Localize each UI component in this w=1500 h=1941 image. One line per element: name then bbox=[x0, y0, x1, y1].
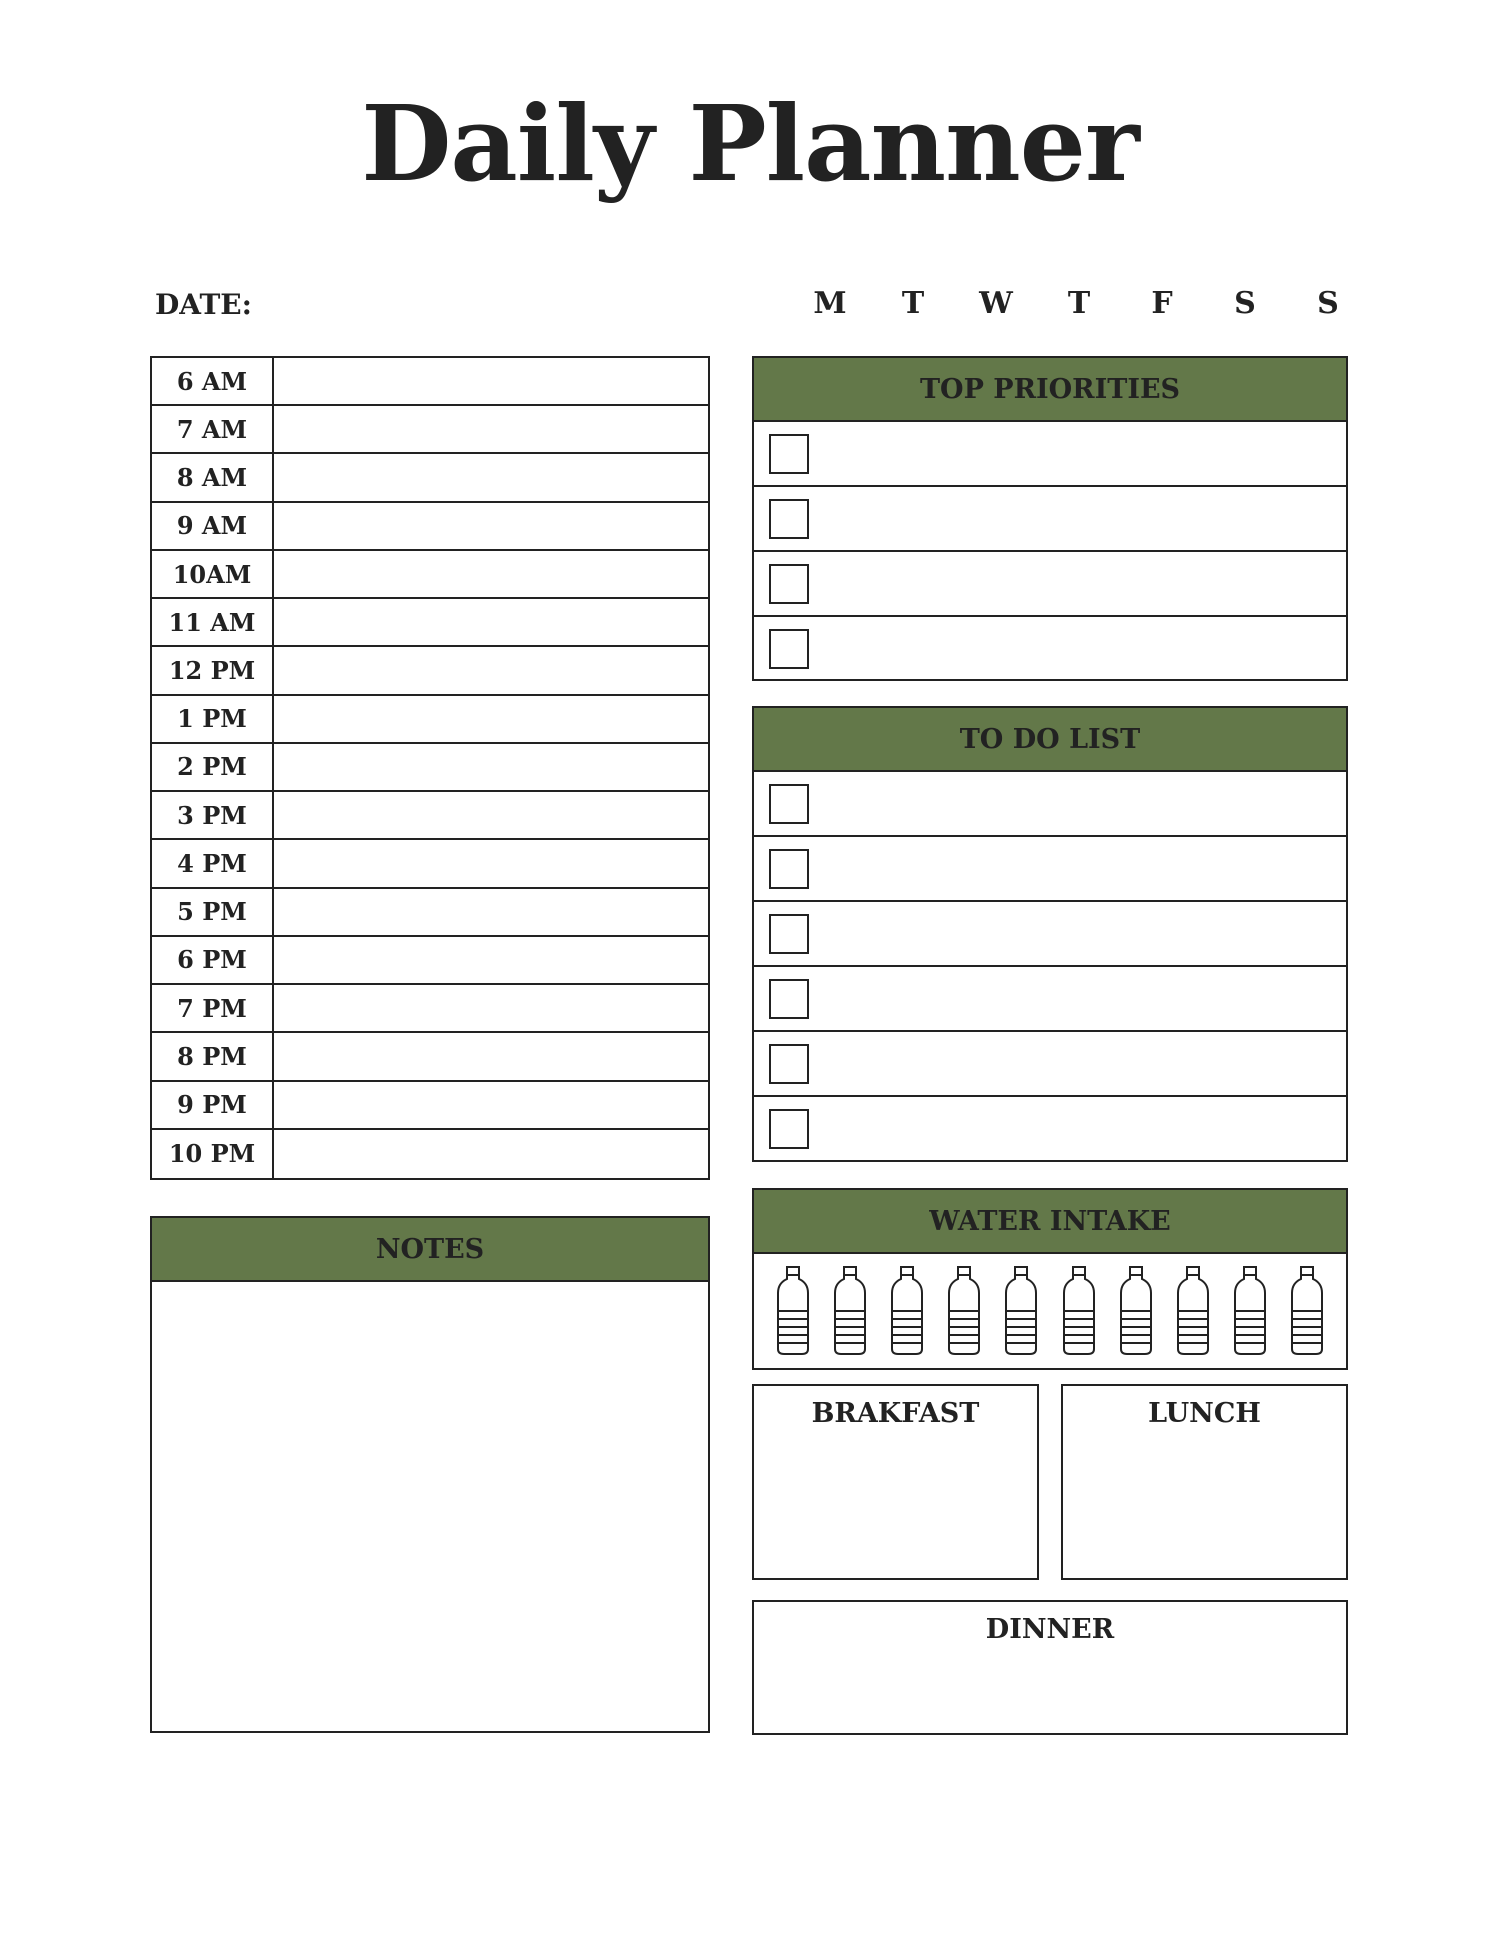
weekday-tuesday[interactable]: T bbox=[901, 286, 925, 321]
schedule-row bbox=[152, 696, 708, 744]
todo-checkbox[interactable] bbox=[769, 1044, 809, 1084]
schedule-slot[interactable] bbox=[274, 1130, 708, 1178]
todo-item[interactable] bbox=[754, 1032, 1346, 1097]
schedule-time-label: 5 PM bbox=[152, 889, 274, 935]
schedule-row bbox=[152, 647, 708, 695]
schedule-time-label: 7 AM bbox=[152, 406, 274, 452]
hourly-schedule bbox=[150, 356, 710, 1180]
water-bottle-icon[interactable] bbox=[1002, 1265, 1040, 1357]
dinner-box[interactable] bbox=[752, 1600, 1348, 1735]
todo-item[interactable] bbox=[754, 1097, 1346, 1162]
priority-checkbox[interactable] bbox=[769, 499, 809, 539]
schedule-time-label: 8 AM bbox=[152, 454, 274, 500]
schedule-row bbox=[152, 937, 708, 985]
schedule-row bbox=[152, 840, 708, 888]
schedule-time-label: 4 PM bbox=[152, 840, 274, 886]
todo-item[interactable] bbox=[754, 772, 1346, 837]
weekday-monday[interactable]: M bbox=[813, 286, 847, 321]
schedule-slot[interactable] bbox=[274, 985, 708, 1031]
top-priorities-panel bbox=[752, 356, 1348, 681]
water-bottle-icon[interactable] bbox=[831, 1265, 869, 1357]
todo-checkbox[interactable] bbox=[769, 1109, 809, 1149]
notes-area[interactable] bbox=[152, 1282, 708, 1731]
water-intake-panel bbox=[752, 1188, 1348, 1370]
weekday-saturday[interactable]: S bbox=[1234, 286, 1256, 321]
schedule-time-label: 3 PM bbox=[152, 792, 274, 838]
schedule-row bbox=[152, 406, 708, 454]
priority-item[interactable] bbox=[754, 422, 1346, 487]
weekday-wednesday[interactable]: W bbox=[979, 286, 1013, 321]
schedule-row bbox=[152, 599, 708, 647]
water-bottles bbox=[754, 1254, 1346, 1368]
date-label: DATE: bbox=[155, 288, 252, 321]
schedule-slot[interactable] bbox=[274, 1082, 708, 1128]
priority-item[interactable] bbox=[754, 552, 1346, 617]
water-bottle-icon[interactable] bbox=[774, 1265, 812, 1357]
schedule-time-label: 6 AM bbox=[152, 358, 274, 404]
top-priorities-list bbox=[754, 422, 1346, 682]
schedule-slot[interactable] bbox=[274, 406, 708, 452]
schedule-row bbox=[152, 1130, 708, 1178]
todo-list-panel bbox=[752, 706, 1348, 1162]
water-intake-header: WATER INTAKE bbox=[754, 1190, 1346, 1254]
schedule-row bbox=[152, 792, 708, 840]
schedule-time-label: 11 AM bbox=[152, 599, 274, 645]
weekday-friday[interactable]: F bbox=[1151, 286, 1173, 321]
schedule-time-label: 1 PM bbox=[152, 696, 274, 742]
schedule-time-label: 9 AM bbox=[152, 503, 274, 549]
schedule-slot[interactable] bbox=[274, 696, 708, 742]
schedule-slot[interactable] bbox=[274, 551, 708, 597]
schedule-time-label: 10AM bbox=[152, 551, 274, 597]
water-bottle-icon[interactable] bbox=[1117, 1265, 1155, 1357]
page-title: Daily Planner bbox=[361, 82, 1139, 205]
schedule-slot[interactable] bbox=[274, 647, 708, 693]
priority-checkbox[interactable] bbox=[769, 629, 809, 669]
water-bottle-icon[interactable] bbox=[945, 1265, 983, 1357]
priority-checkbox[interactable] bbox=[769, 564, 809, 604]
schedule-row bbox=[152, 503, 708, 551]
todo-list-header: TO DO LIST bbox=[754, 708, 1346, 772]
schedule-row bbox=[152, 551, 708, 599]
lunch-label: LUNCH bbox=[1148, 1398, 1261, 1429]
priority-item[interactable] bbox=[754, 487, 1346, 552]
todo-item[interactable] bbox=[754, 967, 1346, 1032]
breakfast-label: BRAKFAST bbox=[811, 1398, 980, 1429]
todo-item[interactable] bbox=[754, 902, 1346, 967]
weekday-sunday[interactable]: S bbox=[1317, 286, 1339, 321]
schedule-slot[interactable] bbox=[274, 1033, 708, 1079]
schedule-row bbox=[152, 1082, 708, 1130]
water-bottle-icon[interactable] bbox=[1231, 1265, 1269, 1357]
todo-list bbox=[754, 772, 1346, 1162]
todo-checkbox[interactable] bbox=[769, 849, 809, 889]
priority-item[interactable] bbox=[754, 617, 1346, 682]
schedule-row bbox=[152, 744, 708, 792]
schedule-row bbox=[152, 985, 708, 1033]
schedule-row bbox=[152, 1033, 708, 1081]
todo-checkbox[interactable] bbox=[769, 784, 809, 824]
breakfast-box[interactable] bbox=[752, 1384, 1039, 1580]
water-bottle-icon[interactable] bbox=[1174, 1265, 1212, 1357]
schedule-time-label: 6 PM bbox=[152, 937, 274, 983]
schedule-slot[interactable] bbox=[274, 937, 708, 983]
dinner-label: DINNER bbox=[985, 1614, 1115, 1645]
schedule-slot[interactable] bbox=[274, 358, 708, 404]
top-priorities-header: TOP PRIORITIES bbox=[754, 358, 1346, 422]
weekday-thursday[interactable]: T bbox=[1067, 286, 1091, 321]
schedule-row bbox=[152, 454, 708, 502]
schedule-time-label: 2 PM bbox=[152, 744, 274, 790]
todo-checkbox[interactable] bbox=[769, 979, 809, 1019]
lunch-box[interactable] bbox=[1061, 1384, 1348, 1580]
schedule-slot[interactable] bbox=[274, 454, 708, 500]
schedule-row bbox=[152, 358, 708, 406]
water-bottle-icon[interactable] bbox=[1060, 1265, 1098, 1357]
schedule-slot[interactable] bbox=[274, 744, 708, 790]
schedule-row bbox=[152, 889, 708, 937]
water-bottle-icon[interactable] bbox=[888, 1265, 926, 1357]
schedule-slot[interactable] bbox=[274, 599, 708, 645]
schedule-time-label: 10 PM bbox=[152, 1130, 274, 1178]
schedule-slot[interactable] bbox=[274, 503, 708, 549]
schedule-time-label: 9 PM bbox=[152, 1082, 274, 1128]
todo-item[interactable] bbox=[754, 837, 1346, 902]
schedule-slot[interactable] bbox=[274, 840, 708, 886]
schedule-time-label: 7 PM bbox=[152, 985, 274, 1031]
schedule-time-label: 8 PM bbox=[152, 1033, 274, 1079]
schedule-slot[interactable] bbox=[274, 889, 708, 935]
priority-checkbox[interactable] bbox=[769, 434, 809, 474]
schedule-time-label: 12 PM bbox=[152, 647, 274, 693]
schedule-slot[interactable] bbox=[274, 792, 708, 838]
notes-panel bbox=[150, 1216, 710, 1733]
water-bottle-icon[interactable] bbox=[1288, 1265, 1326, 1357]
weekday-selector bbox=[0, 286, 1500, 326]
notes-header: NOTES bbox=[152, 1218, 708, 1282]
todo-checkbox[interactable] bbox=[769, 914, 809, 954]
